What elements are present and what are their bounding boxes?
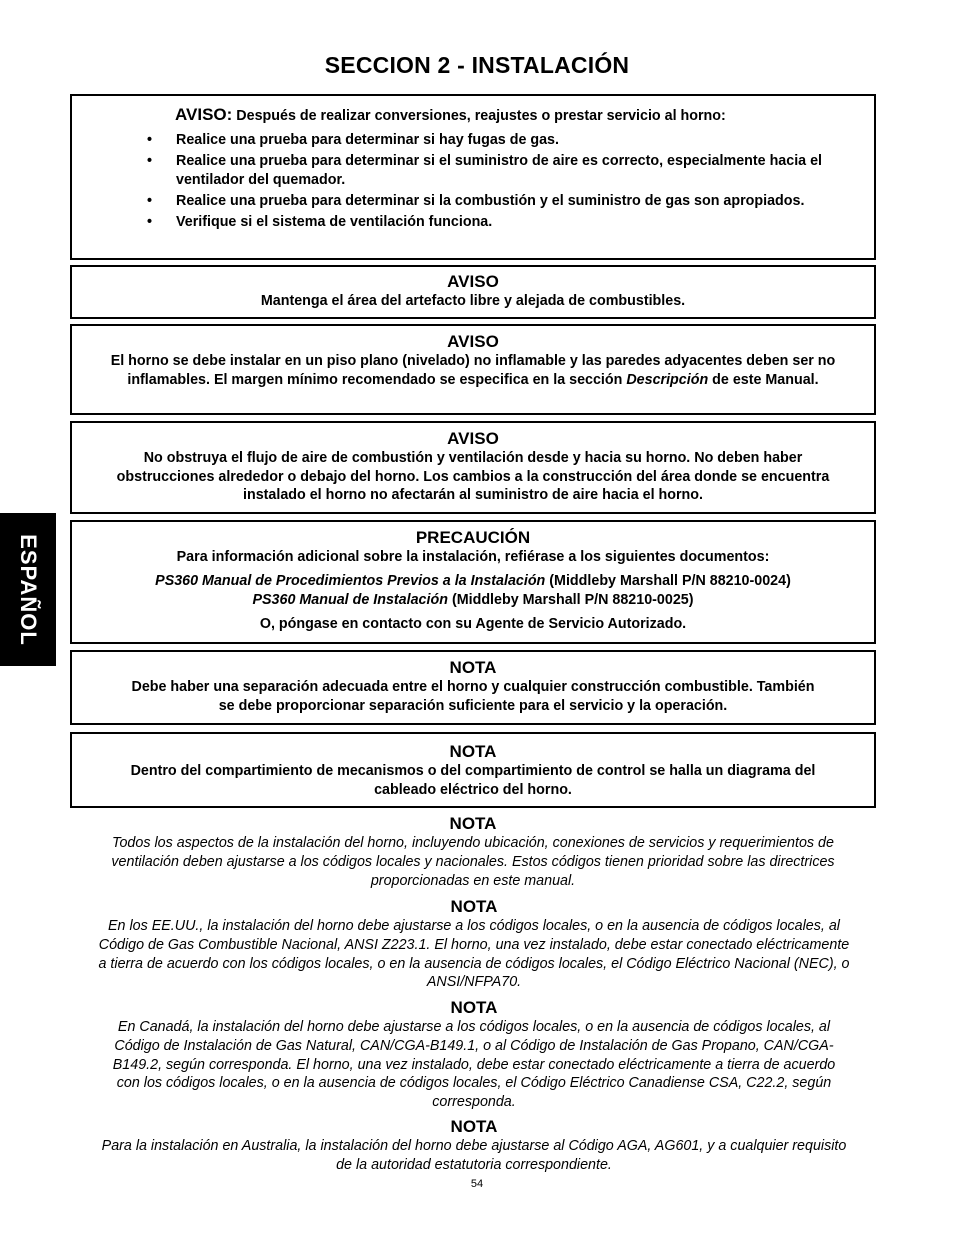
list-item-text: Realice una prueba para determinar si la combustión y el suministro de gas son apropiados. bbox=[176, 193, 805, 209]
notice-body-text: de este Manual. bbox=[708, 371, 819, 388]
note-body: En los EE.UU., la instalación del horno debe ajustarse a los códigos locales, o en la ausencia de códigos locales, al Código de Gas Combustible Nacional, ANSI Z223.1. El horno, una vez instalado, debe estar conectado eléctricamente a tierra de acuerdo con los códigos locales, o en la ausencia de códigos locales, el Código Eléctrico Nacional (NEC), o ANSI/NFPA70. bbox=[98, 918, 850, 991]
document-reference bbox=[72, 591, 874, 610]
note-heading: NOTA bbox=[449, 742, 497, 761]
note-heading: NOTA bbox=[450, 998, 498, 1017]
notice-body bbox=[72, 352, 874, 389]
page-number: 54 bbox=[470, 1178, 484, 1190]
bullet-icon: • bbox=[147, 214, 153, 230]
notice-body: Mantenga el área del artefacto libre y alejada de combustibles. bbox=[260, 293, 686, 309]
note-canada bbox=[106, 998, 842, 1112]
notice-heading: AVISO bbox=[447, 429, 499, 448]
note-box-clearance bbox=[70, 650, 876, 725]
notice-lead bbox=[72, 105, 874, 125]
list-item-text: Realice una prueba para determinar si el suministro de aire es correcto, especialmente hacia el ventilador del quemador. bbox=[176, 153, 823, 188]
document-reference bbox=[72, 572, 874, 591]
bullet-icon: • bbox=[147, 153, 153, 169]
section-reference: Descripción bbox=[626, 371, 709, 388]
caution-box-documents bbox=[70, 520, 876, 644]
check-list bbox=[72, 131, 874, 232]
notice-box-airflow bbox=[70, 421, 876, 514]
language-tab-label: ESPAÑOL bbox=[16, 533, 41, 646]
note-heading: NOTA bbox=[449, 814, 497, 833]
note-usa bbox=[96, 897, 852, 992]
note-australia bbox=[96, 1117, 852, 1175]
caution-closing: O, póngase en contacto con su Agente de Servicio Autorizado. bbox=[259, 616, 687, 632]
bullet-icon: • bbox=[147, 193, 153, 209]
notice-box-combustibles bbox=[70, 265, 876, 319]
notice-lead-text: Después de realizar conversiones, reajustes o prestar servicio al horno: bbox=[236, 108, 726, 124]
list-item-text: Realice una prueba para determinar si hay fugas de gas. bbox=[176, 132, 559, 148]
note-body: Todos los aspectos de la instalación del horno, incluyendo ubicación, conexiones de servicios y requerimientos de ventilación deben ajustarse a los códigos locales y nacionales. Estos códigos tienen prioridad sobre las directrices proporcionadas en este manual. bbox=[111, 835, 835, 889]
note-heading: NOTA bbox=[449, 658, 497, 677]
note-box-wiring bbox=[70, 732, 876, 808]
document-title: PS360 Manual de Instalación bbox=[252, 592, 448, 608]
list-item-text: Verifique si el sistema de ventilación funciona. bbox=[176, 214, 493, 230]
caution-heading: PRECAUCIÓN bbox=[415, 528, 531, 547]
note-body: Debe haber una separación adecuada entre el horno y cualquier construcción combustible. También se debe proporcionar separación suficiente para el servicio y la operación. bbox=[131, 679, 815, 714]
notice-body: No obstruya el flujo de aire de combustión y ventilación desde y hacia su horno. No deben haber obstrucciones alrededor o debajo del horno. Los cambios a la construcción del área donde se encuentra instalado el horno no afectarán al suministro de aire hacia el horno. bbox=[116, 450, 830, 503]
notice-heading: AVISO bbox=[447, 272, 499, 291]
note-body: Para la instalación en Australia, la instalación del horno debe ajustarse al Código AGA, AG601, y a cualquier requisito de la autoridad estatutoria correspondiente. bbox=[101, 1138, 847, 1173]
list-item bbox=[147, 152, 854, 190]
note-heading: NOTA bbox=[450, 1117, 498, 1136]
notice-box-service bbox=[70, 94, 876, 260]
list-item bbox=[147, 192, 854, 211]
part-number: (Middleby Marshall P/N 88210-0024) bbox=[549, 573, 791, 589]
language-tab bbox=[0, 513, 56, 666]
note-codes bbox=[110, 814, 836, 890]
document-title: PS360 Manual de Procedimientos Previos a la Instalación bbox=[155, 573, 546, 589]
note-body: Dentro del compartimiento de mecanismos o del compartimiento de control se halla un diagrama del cableado eléctrico del horno. bbox=[130, 763, 816, 798]
note-body: En Canadá, la instalación del horno debe ajustarse a los códigos locales, o en la ausencia de códigos locales, al Código de Instalación de Gas Natural, CAN/CGA-B149.1, o al Código de Instalación de Gas Propano, CAN/CGA-B149.2, según corresponda. El horno, una vez instalado, debe estar conectado eléctricamente a tierra de acuerdo con los códigos locales, o en la ausencia de códigos locales, el Código Eléctrico Canadiense CSA, C22.2, según corresponda. bbox=[112, 1019, 836, 1111]
list-item bbox=[147, 213, 854, 232]
part-number: (Middleby Marshall P/N 88210-0025) bbox=[451, 592, 694, 608]
note-heading: NOTA bbox=[450, 897, 498, 916]
notice-box-floor bbox=[70, 324, 876, 415]
bullet-icon: • bbox=[147, 132, 153, 148]
notice-heading: AVISO bbox=[447, 332, 499, 351]
list-item bbox=[147, 131, 854, 150]
section-title: SECCION 2 - INSTALACIÓN bbox=[324, 52, 630, 78]
notice-body-text: El horno se debe instalar en un piso plano (nivelado) no inflamable y las paredes adyacentes deben ser no inflamables. El margen mínimo recomendado se especifica en la sección bbox=[110, 353, 836, 388]
caution-intro: Para información adicional sobre la instalación, refiérase a los siguientes documentos: bbox=[176, 549, 770, 565]
notice-keyword: AVISO: bbox=[175, 105, 233, 124]
